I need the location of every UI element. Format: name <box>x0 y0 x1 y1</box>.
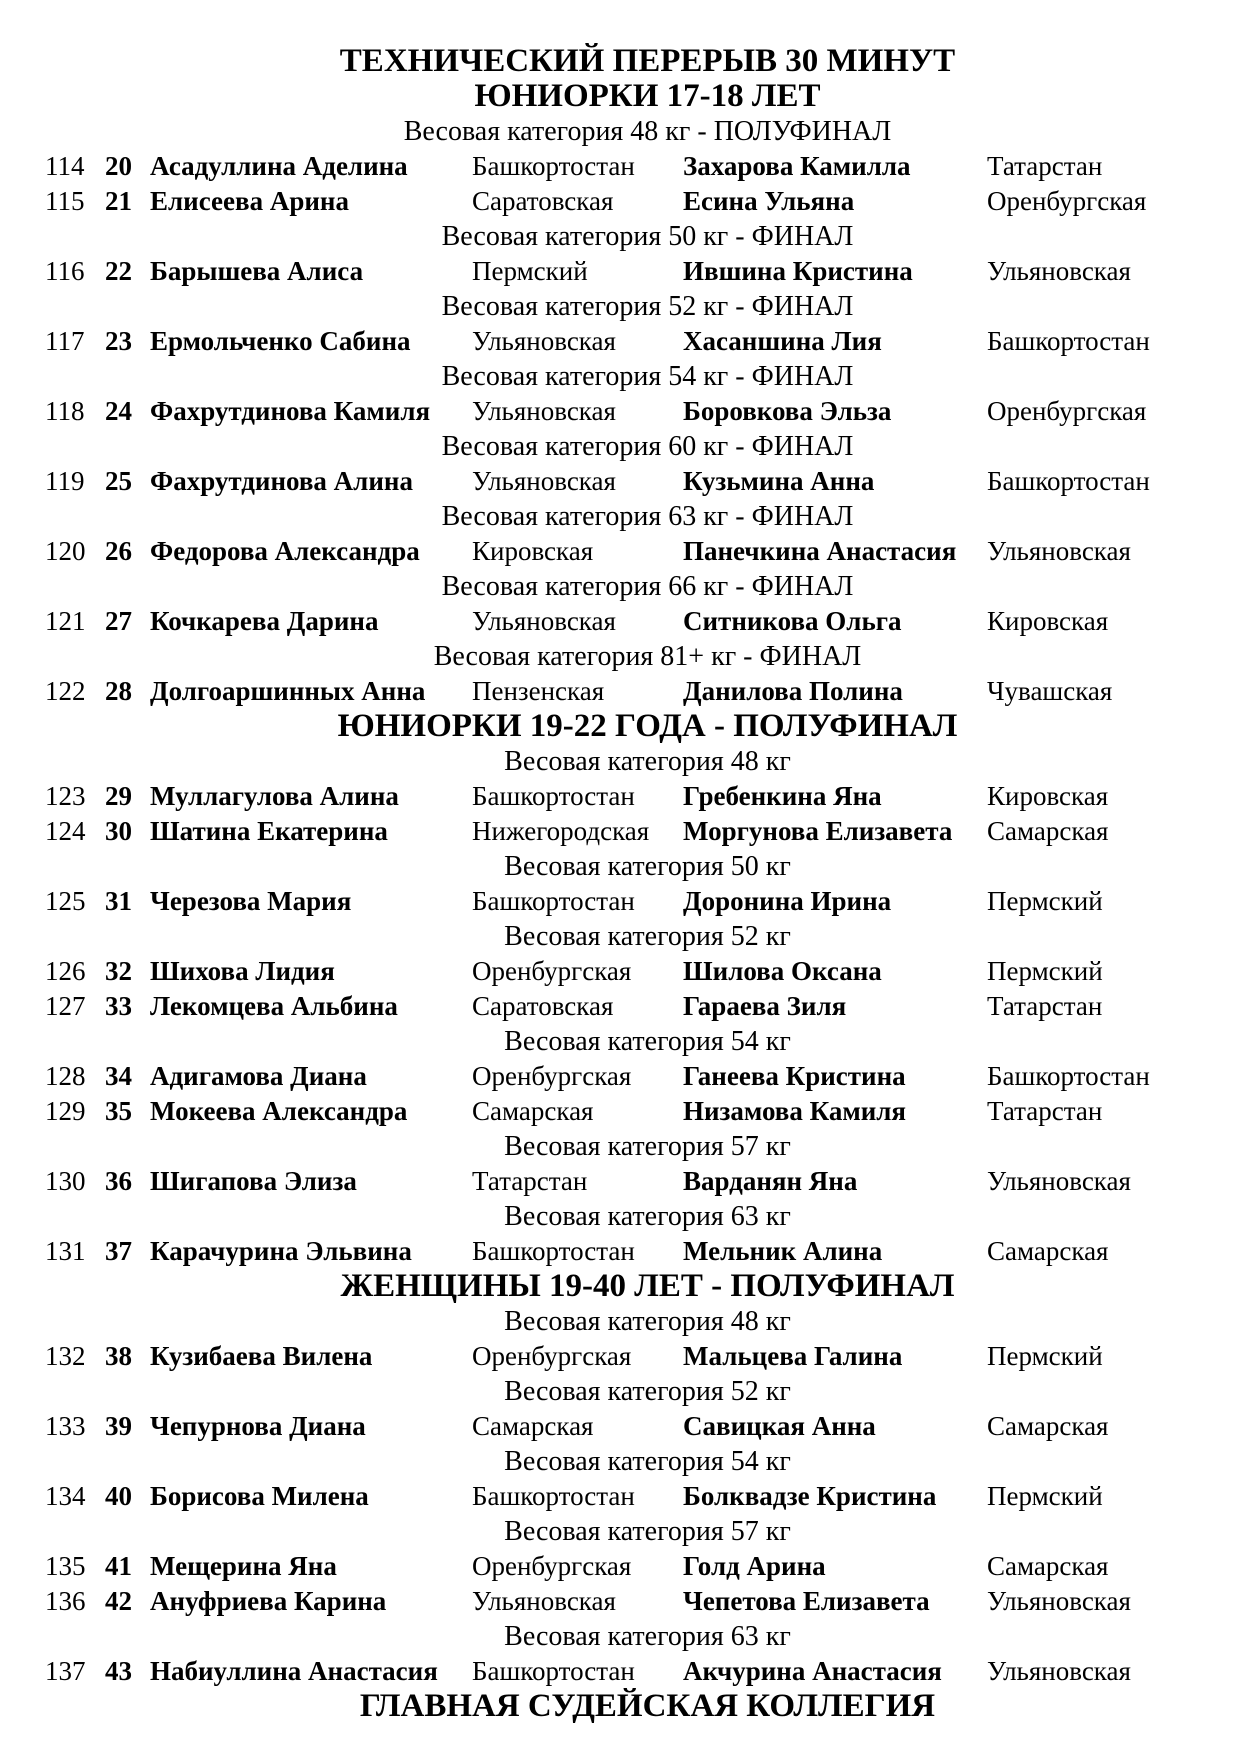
athlete2-name: Панечкина Анастасия <box>683 536 957 566</box>
bout-row <box>0 674 1240 709</box>
athlete2-region: Самарская <box>987 1236 1109 1266</box>
athlete1-region: Оренбургская <box>472 1551 632 1581</box>
athlete1-name: Шихова Лидия <box>150 956 335 986</box>
pair-number: 26 <box>105 536 132 566</box>
weight-category-label: Весовая категория 66 кг - ФИНАЛ <box>441 571 854 602</box>
athlete1-name: Долгоаршинных Анна <box>150 676 426 706</box>
bout-number: 115 <box>45 186 85 216</box>
athlete1-region: Ульяновская <box>472 606 616 636</box>
bout-row <box>0 1339 1240 1374</box>
bout-row <box>0 184 1240 219</box>
athlete1-region: Башкортостан <box>472 886 635 916</box>
bout-number: 117 <box>45 326 85 356</box>
athlete2-name: Ившина Кристина <box>683 256 913 286</box>
athlete1-name: Чепурнова Диана <box>150 1411 366 1441</box>
athlete2-region: Пермский <box>987 886 1103 916</box>
athlete1-region: Ульяновская <box>472 326 616 356</box>
bout-row <box>0 1549 1240 1584</box>
pair-number: 31 <box>105 886 132 916</box>
judging-panel-header: ГЛАВНАЯ СУДЕЙСКАЯ КОЛЛЕГИЯ <box>359 1688 936 1724</box>
bout-row <box>0 1164 1240 1199</box>
pair-number: 34 <box>105 1061 132 1091</box>
bout-number: 136 <box>45 1586 86 1616</box>
athlete1-region: Самарская <box>472 1096 594 1126</box>
bout-number: 126 <box>45 956 86 986</box>
athlete2-region: Самарская <box>987 816 1109 846</box>
athlete1-region: Оренбургская <box>472 956 632 986</box>
athlete1-region: Башкортостан <box>472 1656 635 1686</box>
pair-number: 25 <box>105 466 132 496</box>
athlete2-name: Доронина Ирина <box>683 886 892 916</box>
athlete1-name: Адигамова Диана <box>150 1061 367 1091</box>
athlete2-name: Низамова Камиля <box>683 1096 907 1126</box>
bout-number: 120 <box>45 536 86 566</box>
athlete2-region: Татарстан <box>987 151 1103 181</box>
athlete1-region: Башкортостан <box>472 781 635 811</box>
athlete2-region: Ульяновская <box>987 256 1131 286</box>
athlete2-name: Мальцева Галина <box>683 1341 903 1371</box>
pair-number: 27 <box>105 606 132 636</box>
athlete2-region: Башкортостан <box>987 326 1150 356</box>
athlete1-name: Фахрутдинова Алина <box>150 466 413 496</box>
bout-number: 124 <box>45 816 86 846</box>
section-header: ЮНИОРКИ 17-18 ЛЕТ <box>474 78 821 114</box>
pair-number: 35 <box>105 1096 132 1126</box>
bout-number: 131 <box>45 1236 86 1266</box>
bout-row <box>0 464 1240 499</box>
athlete2-region: Башкортостан <box>987 1061 1150 1091</box>
bout-number: 135 <box>45 1551 86 1581</box>
athlete2-region: Пермский <box>987 1341 1103 1371</box>
bout-row <box>0 1234 1240 1269</box>
weight-category-label: Весовая категория 48 кг <box>504 746 791 777</box>
athlete1-name: Елисеева Арина <box>150 186 349 216</box>
bout-row <box>0 254 1240 289</box>
pair-number: 21 <box>105 186 132 216</box>
bout-row <box>0 149 1240 184</box>
athlete2-name: Гараева Зиля <box>683 991 847 1021</box>
weight-category-label: Весовая категория 63 кг - ФИНАЛ <box>441 501 854 532</box>
bout-row <box>0 1059 1240 1094</box>
bout-number: 132 <box>45 1341 86 1371</box>
athlete1-region: Самарская <box>472 1411 594 1441</box>
weight-category-label: Весовая категория 52 кг <box>504 921 791 952</box>
athlete2-region: Пермский <box>987 1481 1103 1511</box>
section-header: ЮНИОРКИ 19-22 ГОДА - ПОЛУФИНАЛ <box>337 708 958 744</box>
pair-number: 20 <box>105 151 132 181</box>
bout-row <box>0 534 1240 569</box>
athlete2-name: Голд Арина <box>683 1551 826 1581</box>
bout-row <box>0 1409 1240 1444</box>
pair-number: 29 <box>105 781 132 811</box>
bout-number: 127 <box>45 991 86 1021</box>
athlete2-region: Самарская <box>987 1411 1109 1441</box>
weight-category-label: Весовая категория 57 кг <box>504 1131 791 1162</box>
weight-category-label: Весовая категория 63 кг <box>504 1621 791 1652</box>
athlete2-region: Кировская <box>987 781 1109 811</box>
athlete2-region: Ульяновская <box>987 1586 1131 1616</box>
athlete2-name: Акчурина Анастасия <box>683 1656 942 1686</box>
pair-number: 22 <box>105 256 132 286</box>
pair-number: 28 <box>105 676 132 706</box>
athlete2-name: Кузьмина Анна <box>683 466 875 496</box>
athlete1-name: Ермольченко Сабина <box>150 326 411 356</box>
athlete2-name: Данилова Полина <box>683 676 903 706</box>
bout-row <box>0 884 1240 919</box>
athlete1-region: Оренбургская <box>472 1061 632 1091</box>
athlete1-name: Фахрутдинова Камиля <box>150 396 431 426</box>
bout-number: 119 <box>45 466 85 496</box>
bout-row <box>0 324 1240 359</box>
pair-number: 32 <box>105 956 132 986</box>
weight-category-label: Весовая категория 54 кг - ФИНАЛ <box>441 361 854 392</box>
pair-number: 24 <box>105 396 132 426</box>
bout-row <box>0 1479 1240 1514</box>
weight-category-label: Весовая категория 52 кг - ФИНАЛ <box>441 291 854 322</box>
athlete2-name: Хасаншина Лия <box>683 326 882 356</box>
weight-category-label: Весовая категория 60 кг - ФИНАЛ <box>441 431 854 462</box>
bout-number: 121 <box>45 606 86 636</box>
athlete2-region: Башкортостан <box>987 466 1150 496</box>
athlete2-name: Шилова Оксана <box>683 956 882 986</box>
athlete1-region: Саратовская <box>472 186 614 216</box>
bout-number: 134 <box>45 1481 86 1511</box>
athlete1-region: Ульяновская <box>472 1586 616 1616</box>
pair-number: 42 <box>105 1586 132 1616</box>
athlete2-region: Кировская <box>987 606 1109 636</box>
athlete1-name: Мокеева Александра <box>150 1096 408 1126</box>
athlete1-region: Татарстан <box>472 1166 588 1196</box>
athlete2-region: Чувашская <box>987 676 1113 706</box>
bout-number: 129 <box>45 1096 86 1126</box>
athlete2-name: Болквадзе Кристина <box>683 1481 937 1511</box>
pair-number: 23 <box>105 326 132 356</box>
athlete2-region: Самарская <box>987 1551 1109 1581</box>
athlete2-name: Ситникова Ольга <box>683 606 902 636</box>
athlete1-name: Борисова Милена <box>150 1481 369 1511</box>
athlete2-name: Гребенкина Яна <box>683 781 882 811</box>
athlete1-name: Шигапова Элиза <box>150 1166 357 1196</box>
bout-number: 128 <box>45 1061 86 1091</box>
weight-category-label: Весовая категория 52 кг <box>504 1376 791 1407</box>
athlete1-region: Пермский <box>472 256 588 286</box>
athlete2-region: Татарстан <box>987 1096 1103 1126</box>
athlete2-region: Ульяновская <box>987 1656 1131 1686</box>
bout-number: 114 <box>45 151 85 181</box>
pair-number: 36 <box>105 1166 132 1196</box>
athlete1-name: Черезова Мария <box>150 886 352 916</box>
athlete2-name: Ганеева Кристина <box>683 1061 906 1091</box>
athlete2-region: Оренбургская <box>987 396 1147 426</box>
athlete1-name: Ануфриева Карина <box>150 1586 387 1616</box>
athlete2-region: Ульяновская <box>987 536 1131 566</box>
pair-number: 30 <box>105 816 132 846</box>
athlete1-name: Кузибаева Вилена <box>150 1341 373 1371</box>
athlete1-name: Асадуллина Аделина <box>150 151 408 181</box>
athlete1-region: Башкортостан <box>472 1236 635 1266</box>
pair-number: 37 <box>105 1236 132 1266</box>
bout-row <box>0 1094 1240 1129</box>
athlete1-region: Пензенская <box>472 676 605 706</box>
athlete2-region: Ульяновская <box>987 1166 1131 1196</box>
pair-number: 39 <box>105 1411 132 1441</box>
pair-number: 38 <box>105 1341 132 1371</box>
athlete1-name: Барышева Алиса <box>150 256 364 286</box>
athlete1-name: Карачурина Эльвина <box>150 1236 412 1266</box>
bout-row <box>0 779 1240 814</box>
athlete1-name: Мещерина Яна <box>150 1551 337 1581</box>
athlete2-region: Татарстан <box>987 991 1103 1021</box>
bout-row <box>0 1654 1240 1689</box>
athlete1-name: Набиуллина Анастасия <box>150 1656 438 1686</box>
athlete1-region: Кировская <box>472 536 594 566</box>
pair-number: 43 <box>105 1656 132 1686</box>
weight-category-label: Весовая категория 63 кг <box>504 1201 791 1232</box>
bout-number: 122 <box>45 676 86 706</box>
athlete1-region: Оренбургская <box>472 1341 632 1371</box>
athlete1-name: Кочкарева Дарина <box>150 606 379 636</box>
athlete1-name: Муллагулова Алина <box>150 781 399 811</box>
athlete1-name: Федорова Александра <box>150 536 420 566</box>
athlete2-name: Савицкая Анна <box>683 1411 876 1441</box>
bout-number: 125 <box>45 886 86 916</box>
section-header: ЖЕНЩИНЫ 19-40 ЛЕТ - ПОЛУФИНАЛ <box>340 1268 955 1304</box>
weight-category-label: Весовая категория 57 кг <box>504 1516 791 1547</box>
athlete1-region: Башкортостан <box>472 151 635 181</box>
technical-break-title: ТЕХНИЧЕСКИЙ ПЕРЕРЫВ 30 МИНУТ <box>339 43 956 79</box>
bout-number: 133 <box>45 1411 86 1441</box>
weight-category-label: Весовая категория 50 кг <box>504 851 791 882</box>
athlete2-region: Пермский <box>987 956 1103 986</box>
athlete1-region: Ульяновская <box>472 466 616 496</box>
bout-row <box>0 989 1240 1024</box>
bout-row <box>0 1584 1240 1619</box>
bout-number: 123 <box>45 781 86 811</box>
athlete2-name: Варданян Яна <box>683 1166 858 1196</box>
athlete2-name: Захарова Камилла <box>683 151 911 181</box>
bout-row <box>0 394 1240 429</box>
bout-number: 137 <box>45 1656 86 1686</box>
athlete1-region: Саратовская <box>472 991 614 1021</box>
bout-schedule-list <box>0 79 1240 1689</box>
athlete2-name: Есина Ульяна <box>683 186 855 216</box>
weight-category-label: Весовая категория 48 кг <box>504 1306 791 1337</box>
weight-category-label: Весовая категория 48 кг - ПОЛУФИНАЛ <box>403 116 892 147</box>
athlete2-name: Боровкова Эльза <box>683 396 892 426</box>
athlete2-name: Мельник Алина <box>683 1236 883 1266</box>
bout-row <box>0 814 1240 849</box>
weight-category-label: Весовая категория 54 кг <box>504 1026 791 1057</box>
weight-category-label: Весовая категория 81+ кг - ФИНАЛ <box>433 641 862 672</box>
athlete1-region: Башкортостан <box>472 1481 635 1511</box>
athlete1-name: Шатина Екатерина <box>150 816 388 846</box>
athlete2-region: Оренбургская <box>987 186 1147 216</box>
bout-row <box>0 604 1240 639</box>
pair-number: 40 <box>105 1481 132 1511</box>
weight-category-label: Весовая категория 54 кг <box>504 1446 791 1477</box>
athlete1-name: Лекомцева Альбина <box>150 991 398 1021</box>
pair-number: 41 <box>105 1551 132 1581</box>
bout-number: 116 <box>45 256 85 286</box>
athlete1-region: Нижегородская <box>472 816 650 846</box>
athlete1-region: Ульяновская <box>472 396 616 426</box>
bout-row <box>0 954 1240 989</box>
athlete2-name: Чепетова Елизавета <box>683 1586 930 1616</box>
weight-category-label: Весовая категория 50 кг - ФИНАЛ <box>441 221 854 252</box>
bout-number: 130 <box>45 1166 86 1196</box>
bout-number: 118 <box>45 396 85 426</box>
athlete2-name: Моргунова Елизавета <box>683 816 953 846</box>
pair-number: 33 <box>105 991 132 1021</box>
